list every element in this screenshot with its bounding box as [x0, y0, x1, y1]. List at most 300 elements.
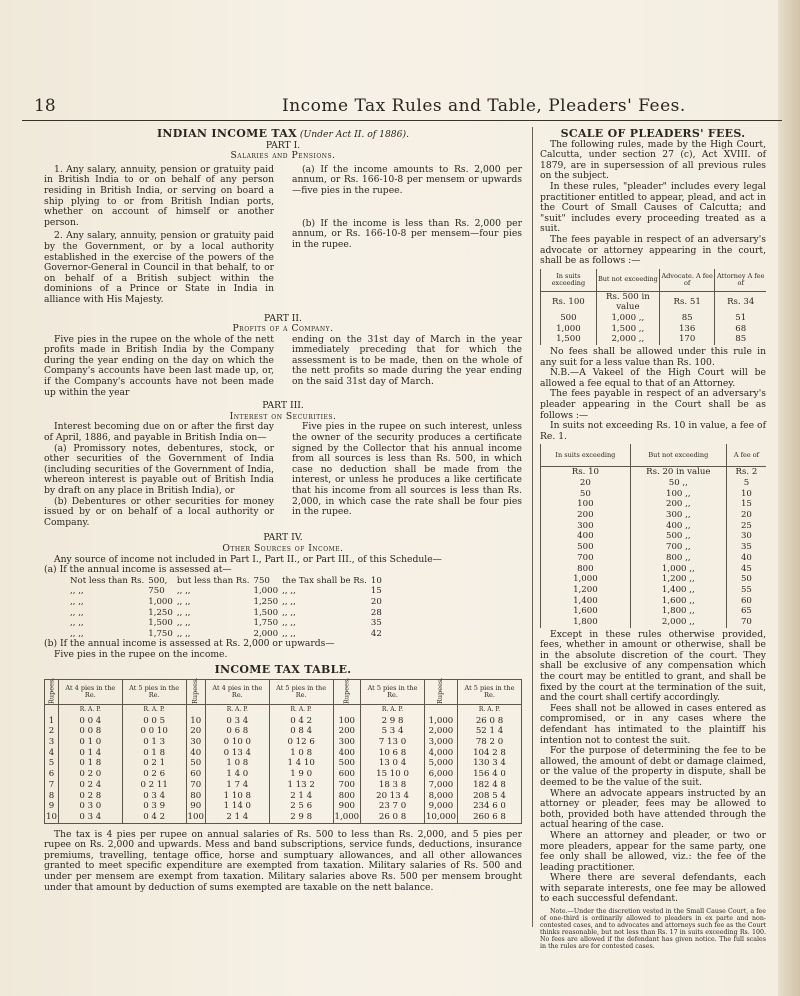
income-tax-table	[44, 679, 522, 823]
fee-table-cell: 500	[541, 542, 631, 553]
table-cell: 0 1 4	[58, 748, 122, 759]
table-cell: 5,000	[424, 758, 457, 769]
table-cell: 0 12 6	[269, 737, 333, 748]
schedule-cell: ,, ,,	[70, 596, 84, 607]
part3-para1: Interest becoming due on or after the first day of April, 1886, and payable in British India on—	[44, 421, 274, 444]
fee-table-cell: 60	[726, 596, 766, 607]
table-cell: 0 1 8	[58, 758, 122, 769]
schedule-row	[68, 597, 384, 608]
fee-table-cell: Rs. 100	[541, 291, 597, 313]
table-cell: 1,000	[334, 811, 360, 822]
table-cell: 0 3 4	[58, 812, 122, 823]
table-cell: 0 1 8	[122, 748, 186, 759]
table-cell: 1 14 0	[205, 801, 269, 812]
table-cell: 9,000	[424, 801, 457, 812]
fee-table-cell: 50 ,,	[630, 478, 726, 489]
table-cell: 13 0 4	[361, 758, 425, 769]
schedule-cell: 1,250	[253, 596, 279, 607]
table-cell: 3,000	[424, 737, 457, 748]
part1-para-a: (a) If the income amounts to Rs. 2,000 per annum, or Rs. 166-10-8 per mensem or upwards—five pies in the rupee.	[292, 163, 522, 196]
fee-table-header: But not exceeding	[630, 444, 726, 467]
fee-table-cell: 50	[726, 574, 766, 585]
fee-table-cell: 500 ,,	[630, 531, 726, 542]
schedule-row	[68, 576, 384, 587]
fee-table-cell: 70	[726, 617, 766, 628]
table-cell: 234 6 0	[458, 801, 522, 812]
table-cell: 0 3 9	[122, 801, 186, 812]
tax-schedule	[68, 576, 384, 640]
fee-table-cell: 1,000 ,,	[630, 564, 726, 575]
table-cell: 0 8 4	[269, 726, 333, 737]
table-subheader: R. A. P.	[58, 705, 122, 716]
table-cell: 18 3 8	[361, 780, 425, 791]
table-row	[45, 791, 522, 802]
table-cell: 26 0 8	[361, 812, 425, 823]
schedule-cell: ,, ,,	[176, 607, 191, 618]
table-cell: 0 4 2	[269, 716, 333, 727]
income-tax-column	[44, 126, 522, 893]
part4-b2: Five pies in the rupee on the income.	[54, 648, 228, 660]
table-cell: 5 3 4	[361, 726, 425, 737]
table-cell: 0 6 8	[205, 726, 269, 737]
table-cell: 30	[186, 737, 205, 748]
part2-para1: Five pies in the rupee on the whole of the nett profits made in British India by the Company during the year ending on the day on which the Company's accounts have been last made up, or, if the Company's accounts have not been made up within the year	[44, 333, 274, 398]
income-tax-table-title: INCOME TAX TABLE.	[214, 662, 352, 676]
table-subheader-row	[45, 705, 522, 716]
income-tax-footnote: The tax is 4 pies per rupee on annual salaries of Rs. 500 to less than Rs. 2,000, and 5 pies per rupee on Rs. 2,000 and upwards. Mess and band subscriptions, service funds, deductions, insurance premiums, travelling, tentage office, horse and sumptuary allowances, and all other allowances granted to meet specific expenditure are exempted from taxation. Military salaries of Rs. 500 and under per mensem are exempt from taxation. Military salaries above Rs. 500 per mensem brought under that amount by deduction of sums exempted are taxable on the nett balance.	[44, 828, 522, 893]
fee-table-cell: Rs. 34	[715, 291, 766, 313]
table-header: Rupees.	[424, 680, 457, 705]
table-subheader	[424, 705, 457, 716]
table-cell: 100	[333, 716, 361, 727]
part3-para-a: (a) Promissory notes, debentures, stock, or other securities of the Government of India (including securities of the Government of India, whereon interest is payable out of British India by draft on any place in British India), or	[44, 442, 274, 496]
table-cell: 60	[186, 769, 205, 780]
part1-para2: 2. Any salary, annuity, pension or gratuity paid by the Government, or by a local authority established in the exercise of the powers of the Governor-General in Council in that behalf, to or on behalf of a British subject within the dominions of a Prince or State in India in alliance with His Majesty.	[44, 230, 274, 305]
fee-table-row	[541, 489, 767, 500]
fee-table-cell: Rs. 20 in value	[630, 467, 726, 478]
table-header: At 5 pies in the Re.	[458, 680, 522, 705]
table-subheader: R. A. P.	[205, 705, 269, 716]
fee-table-cell: 85	[715, 334, 766, 345]
schedule-cell: ,, ,,	[282, 628, 296, 639]
table-cell: 40	[186, 748, 205, 759]
fee-table-cell: 170	[659, 334, 715, 345]
part2-label: PART II.	[264, 312, 302, 324]
fee-table-cell: 800 ,,	[630, 553, 726, 564]
fee-table-cell: Rs. 500 in value	[596, 291, 659, 313]
fee-table-cell: 25	[726, 521, 766, 532]
schedule-cell: 1,500	[253, 607, 279, 618]
fee-table-cell: 1,400 ,,	[630, 585, 726, 596]
header-rule	[22, 120, 782, 121]
fee-table-header: Attorney A fee of	[715, 269, 766, 292]
income-tax-title: INDIAN INCOME TAX	[156, 127, 297, 140]
table-cell: 0 4 2	[122, 812, 186, 823]
schedule-cell: 1,750	[148, 628, 173, 639]
schedule-cell: ,, ,,	[176, 586, 191, 597]
fee-table-row	[541, 574, 767, 585]
part3-label: PART III.	[262, 400, 304, 412]
table-cell: 0 2 4	[58, 780, 122, 791]
fee-table-row	[541, 606, 767, 617]
table-cell: 20	[186, 726, 205, 737]
fee-table-cell: Rs. 2	[726, 467, 766, 478]
table-cell: 1 0 8	[269, 748, 333, 759]
fee-table-cell: 2,000 ,,	[596, 334, 659, 345]
fee-table-cell: 700	[541, 553, 631, 564]
table-cell: 6,000	[424, 769, 457, 780]
table-cell: 2 9 8	[269, 812, 333, 823]
table-cell: 1 4 10	[269, 758, 333, 769]
schedule-cell: 20	[370, 596, 382, 607]
table-cell: 0 1 3	[122, 737, 186, 748]
fees-para1: The following rules, made by the High Court, Calcutta, under section 27 (c), Act XVIII. of 1879, are in supersession of all previous rules on the subject.	[540, 138, 766, 182]
table-cell: 260 6 8	[458, 812, 522, 823]
fee-table-cell: 35	[726, 542, 766, 553]
table-row	[45, 812, 522, 823]
table-cell: 0 13 4	[205, 748, 269, 759]
fees-para9: Fees shall not be allowed in cases entered as compromised, or in any cases where the defendant has intimated to the plaintiff his intention not to contest the suit.	[540, 702, 766, 746]
schedule-cell: 750	[253, 575, 270, 586]
schedule-cell: ,, ,,	[176, 596, 191, 607]
table-cell: 0 2 8	[58, 791, 122, 802]
fee-table-row	[541, 324, 767, 335]
fees-para10: For the purpose of determining the fee to be allowed, the amount of debt or damage claimed, or the value of the property in dispute, shall be deemed to be the value of the suit.	[540, 745, 766, 788]
fee-table-cell: 1,600 ,,	[630, 596, 726, 607]
table-row	[45, 716, 522, 727]
schedule-cell: 500,	[148, 575, 168, 586]
fee-table-row	[541, 291, 767, 313]
table-cell: 0 3 0	[58, 801, 122, 812]
fees-note: Note.—Under the discretion vested in the Small Cause Court, a fee of one-third is ordinarily allowed to pleaders in ex parte and non-contested cases, and to advocates and attorneys such fee as the Court thinks reasonable, but not less than Rs. 17 in suits exceeding Rs. 100. No fees are allowed if the defendant has given notice. The full scales in the rules are for contested cases.	[540, 908, 766, 951]
pleader-fee-table	[540, 444, 766, 627]
fees-para5: N.B.—A Vakeel of the High Court will be allowed a fee equal to that of an Attorney.	[540, 367, 766, 389]
table-cell: 200	[333, 726, 361, 737]
table-cell: 0 0 5	[122, 716, 186, 727]
table-cell: 0 2 11	[122, 780, 186, 791]
table-cell: 1 9 0	[269, 769, 333, 780]
part3-heading: Interest on Securities.	[229, 410, 337, 422]
table-subheader: R. A. P.	[269, 705, 333, 716]
schedule-cell: ,, ,,	[282, 596, 296, 607]
table-cell: 15 10 0	[361, 769, 425, 780]
table-cell: 50	[186, 758, 205, 769]
fee-table-row	[541, 585, 767, 596]
fees-para6: The fees payable in respect of an adversary's pleader appearing in the Court shall be as follows :—	[540, 388, 766, 421]
fee-table-header: A fee of	[726, 444, 766, 467]
table-cell: 2,000	[424, 726, 457, 737]
fees-para8: Except in these rules otherwise provided, fees, whether in amount or otherwise, shall be in the absolute discretion of the court. They shall be exclusive of any compensation which the court may be entitled to grant, and shall be fixed by the court at the termination of the suit, and the court shall certify accordingly.	[540, 628, 766, 704]
table-cell: 400	[333, 748, 361, 759]
schedule-row	[68, 618, 384, 629]
part4-a: (a) If the annual income is assessed at—	[44, 564, 232, 576]
fee-table-cell: 500	[541, 313, 597, 324]
part4-heading: Other Sources of Income.	[222, 542, 344, 554]
fee-table-cell: 800	[541, 564, 631, 575]
table-cell: 300	[333, 737, 361, 748]
part3-body	[44, 422, 522, 528]
table-cell: 2	[45, 726, 59, 737]
part1-heading: Salaries and Pensions.	[230, 150, 336, 162]
fee-table-cell: 1,600	[541, 606, 631, 617]
fee-table-cell: 200 ,,	[630, 499, 726, 510]
fee-table-cell: 51	[715, 313, 766, 324]
fee-table-cell: 300 ,,	[630, 510, 726, 521]
fee-table-cell: 100	[541, 499, 631, 510]
schedule-cell: 1,000	[253, 586, 279, 597]
schedule-cell: ,, ,,	[70, 618, 84, 629]
table-header: At 5 pies in the Re.	[122, 680, 186, 705]
part4-label: PART IV.	[263, 532, 303, 544]
table-cell: 10,000	[425, 811, 457, 822]
part1-label: PART I.	[265, 139, 301, 151]
table-row	[45, 748, 522, 759]
fee-table-cell: Rs. 51	[659, 291, 715, 313]
part2-heading: Profits of a Company.	[232, 323, 334, 335]
fee-table-row	[541, 510, 767, 521]
schedule-cell: ,, ,,	[70, 628, 84, 639]
schedule-cell: Not less than Rs.	[70, 575, 145, 586]
fee-table-cell: 50	[541, 489, 631, 500]
table-cell: 1 4 0	[205, 769, 269, 780]
fee-table-cell: 20	[541, 478, 631, 489]
table-subheader	[186, 705, 205, 716]
table-header: At 5 pies in the Re.	[269, 680, 333, 705]
schedule-cell: 1,000	[148, 596, 173, 607]
fees-para4: No fees shall be allowed under this rule in any suit for a less value than Rs. 100.	[540, 345, 766, 368]
fees-para7: In suits not exceeding Rs. 10 in value, a fee of Re. 1.	[540, 420, 766, 442]
table-row	[45, 801, 522, 812]
table-header: At 5 pies in the Re.	[361, 680, 425, 705]
fees-para13: Where there are several defendants, each with separate interests, one fee may be allowed to each successful defendant.	[540, 872, 766, 905]
table-cell: 7,000	[424, 780, 457, 791]
schedule-cell: ,, ,,	[176, 628, 191, 639]
schedule-cell: 35	[370, 618, 382, 629]
part3-para2: Five pies in the rupee on such interest, unless the owner of the security produces a certificate signed by the Collector that his annual income from all sources is less than Rs. 500, in which case no deduction shall be made from the interest, or unless he produces a like certificate that his income from all sources is less than Rs. 2,000, in which case the rate shall be four pies in the rupee.	[292, 421, 522, 518]
table-cell: 20 13 4	[361, 791, 425, 802]
part3-para-b: (b) Debentures or other securities for money issued by or on behalf of a local authority or Company.	[44, 495, 274, 528]
fee-table-cell: 1,000	[541, 574, 631, 585]
table-cell: 0 2 1	[122, 758, 186, 769]
schedule-cell: 1,250	[148, 607, 173, 618]
table-cell: 2 1 4	[269, 791, 333, 802]
table-cell: 8,000	[424, 791, 457, 802]
income-tax-title-note: (Under Act II. of 1886).	[299, 129, 409, 140]
fee-table-cell: 1,400	[541, 596, 631, 607]
fee-table-row	[541, 467, 767, 478]
running-title: Income Tax Rules and Table, Pleaders' Fees.	[282, 96, 686, 116]
table-cell: 500	[333, 758, 361, 769]
column-divider	[532, 127, 533, 927]
table-cell: 10	[46, 811, 57, 822]
page-header	[22, 96, 762, 118]
part2-para2: ending on the 31st day of March in the year immediately preceding that for which the assessment is to be made, then on the whole of the nett profits so made during the year ending on the said 31st day of March.	[292, 333, 522, 388]
part1-para1: 1. Any salary, annuity, pension or gratuity paid in British India to or on behalf of any person residing in British India, or serving on board a ship plying to or from British Indian ports, whether on account of himself or another person.	[44, 163, 274, 228]
fees-para12: Where an attorney and pleader, or two or more pleaders, appear for the same party, one fee only shall be allowed, viz.: the fee of the leading practitioner.	[540, 829, 766, 873]
table-header: Rupees.	[186, 680, 205, 705]
fee-table-cell: 200	[541, 510, 631, 521]
table-cell: 7	[45, 780, 59, 791]
table-cell: 52 1 4	[458, 726, 522, 737]
fee-table-row	[541, 313, 767, 324]
fee-table-cell: 1,800	[541, 617, 631, 628]
fees-para3: The fees payable in respect of an adversary's advocate or attorney appearing in the court, shall be as follows :—	[540, 233, 766, 267]
table-cell: 1 13 2	[269, 780, 333, 791]
fee-table-cell: 85	[659, 313, 715, 324]
fee-table-header: In suits exceeding	[541, 444, 631, 467]
table-cell: 7 13 0	[361, 737, 425, 748]
fee-table-cell: 40	[726, 553, 766, 564]
table-subheader: R. A. P.	[122, 705, 186, 716]
income-tax-title-line	[44, 129, 522, 141]
fee-table-cell: 1,200 ,,	[630, 574, 726, 585]
table-cell: 8	[45, 791, 59, 802]
table-header: Rupees.	[333, 680, 361, 705]
fee-table-row	[541, 334, 767, 345]
schedule-row	[68, 608, 384, 619]
fee-table-row	[541, 553, 767, 564]
table-cell: 1 10 8	[205, 791, 269, 802]
schedule-cell: ,, ,,	[70, 586, 84, 597]
schedule-cell: ,, ,,	[282, 586, 296, 597]
pleaders-fees-column	[540, 126, 766, 950]
table-cell: 2 9 8	[361, 716, 425, 727]
table-cell: 80	[186, 791, 205, 802]
part1-body	[44, 165, 522, 306]
table-cell: 0 2 6	[122, 769, 186, 780]
schedule-cell: 1,500	[148, 618, 173, 629]
table-cell: 6	[45, 769, 59, 780]
table-subheader: R. A. P.	[458, 705, 522, 716]
fee-table-cell: 136	[659, 324, 715, 335]
table-cell: 4,000	[424, 748, 457, 759]
table-cell: 9	[45, 801, 59, 812]
table-cell: 78 2 0	[458, 737, 522, 748]
schedule-cell: ,, ,,	[70, 607, 84, 618]
fee-table-row	[541, 531, 767, 542]
table-cell: 208 5 4	[458, 791, 522, 802]
advocate-fee-table	[540, 269, 766, 345]
table-cell: 3	[45, 737, 59, 748]
table-cell: 1	[45, 716, 59, 727]
table-cell: 182 4 8	[458, 780, 522, 791]
table-cell: 100	[187, 811, 204, 822]
table-cell: 130 3 4	[458, 758, 522, 769]
table-cell: 10 6 8	[361, 748, 425, 759]
fee-table-cell: 30	[726, 531, 766, 542]
part4-b: (b) If the annual income is assessed at Rs. 2,000 or upwards—	[44, 638, 335, 650]
fee-table-cell: Rs. 10	[541, 467, 631, 478]
part2-body	[44, 335, 522, 399]
schedule-cell: 28	[370, 607, 382, 618]
book-binding	[778, 0, 800, 996]
table-cell: 700	[333, 780, 361, 791]
table-cell: 900	[333, 801, 361, 812]
fee-table-row	[541, 564, 767, 575]
pleaders-fees-title: SCALE OF PLEADERS' FEES.	[560, 127, 746, 140]
fee-table-cell: 1,800 ,,	[630, 606, 726, 617]
table-header: Rupees.	[45, 680, 59, 705]
table-header: At 4 pies in the Re.	[205, 680, 269, 705]
table-cell: 0 1 0	[58, 737, 122, 748]
schedule-cell: 1,750	[253, 618, 279, 629]
table-cell: 0 2 0	[58, 769, 122, 780]
fee-table-cell: 10	[726, 489, 766, 500]
table-header: At 4 pies in the Re.	[58, 680, 122, 705]
table-subheader	[333, 705, 361, 716]
table-cell: 90	[186, 801, 205, 812]
fee-table-cell: 100 ,,	[630, 489, 726, 500]
table-cell: 0 3 4	[205, 716, 269, 727]
table-cell: 104 2 8	[458, 748, 522, 759]
schedule-cell: 10	[370, 575, 382, 586]
table-subheader	[45, 705, 59, 716]
fee-table-cell: 2,000 ,,	[630, 617, 726, 628]
fee-table-cell: 45	[726, 564, 766, 575]
table-cell: 600	[333, 769, 361, 780]
schedule-cell: 42	[370, 628, 382, 639]
fee-table-cell: 68	[715, 324, 766, 335]
table-cell: 156 4 0	[458, 769, 522, 780]
table-cell: 1 7 4	[205, 780, 269, 791]
schedule-cell: 2,000	[253, 628, 279, 639]
table-cell: 70	[186, 780, 205, 791]
table-cell: 0 0 4	[58, 716, 122, 727]
table-cell: 26 0 8	[458, 716, 522, 727]
table-row	[45, 769, 522, 780]
schedule-cell: 15	[370, 586, 382, 597]
table-cell: 1 0 8	[205, 758, 269, 769]
fee-table-cell: 700 ,,	[630, 542, 726, 553]
table-cell: 0 3 4	[122, 791, 186, 802]
fee-table-cell: 300	[541, 521, 631, 532]
fee-table-cell: 1,200	[541, 585, 631, 596]
table-row	[45, 780, 522, 791]
fee-table-header: Advocate. A fee of	[659, 269, 715, 292]
fee-table-cell: 1,000 ,,	[596, 313, 659, 324]
fee-table-header: In suits exceeding	[541, 269, 597, 292]
fee-table-cell: 55	[726, 585, 766, 596]
part1-para-b: (b) If the income is less than Rs. 2,000 per annum, or Rs. 166-10-8 per mensem—four pies in the rupee.	[292, 217, 522, 250]
fee-table-row	[541, 478, 767, 489]
fee-table-cell: 1,500	[541, 334, 597, 345]
table-cell: 4	[45, 748, 59, 759]
fee-table-cell: 15	[726, 499, 766, 510]
fee-table-cell: 400	[541, 531, 631, 542]
page-number: 18	[34, 96, 56, 116]
schedule-cell: 750	[148, 586, 165, 597]
table-cell: 5	[45, 758, 59, 769]
fee-table-cell: 1,500 ,,	[596, 324, 659, 335]
fee-table-row	[541, 521, 767, 532]
fees-para2: In these rules, "pleader" includes every legal practitioner entitled to appear, plead, and act in the Court of Small Causes of Calcutta; and "suit" includes every proceeding treated as a suit.	[540, 180, 766, 235]
fee-table-cell: 20	[726, 510, 766, 521]
schedule-row	[68, 586, 384, 597]
fee-table-row	[541, 596, 767, 607]
table-cell: 10	[186, 716, 205, 727]
fee-table-cell: 65	[726, 606, 766, 617]
table-row	[45, 758, 522, 769]
fee-table-cell: 400 ,,	[630, 521, 726, 532]
fee-table-row	[541, 617, 767, 628]
part4-intro: Any source of income not included in Part I., Part II., or Part III., of this Schedule—	[54, 553, 442, 565]
table-cell: 2 1 4	[205, 812, 269, 823]
table-cell: 1,000	[424, 716, 457, 727]
fee-table-cell: 5	[726, 478, 766, 489]
schedule-cell: ,, ,,	[282, 618, 296, 629]
schedule-cell: ,, ,,	[282, 607, 296, 618]
table-cell: 0 10 0	[205, 737, 269, 748]
